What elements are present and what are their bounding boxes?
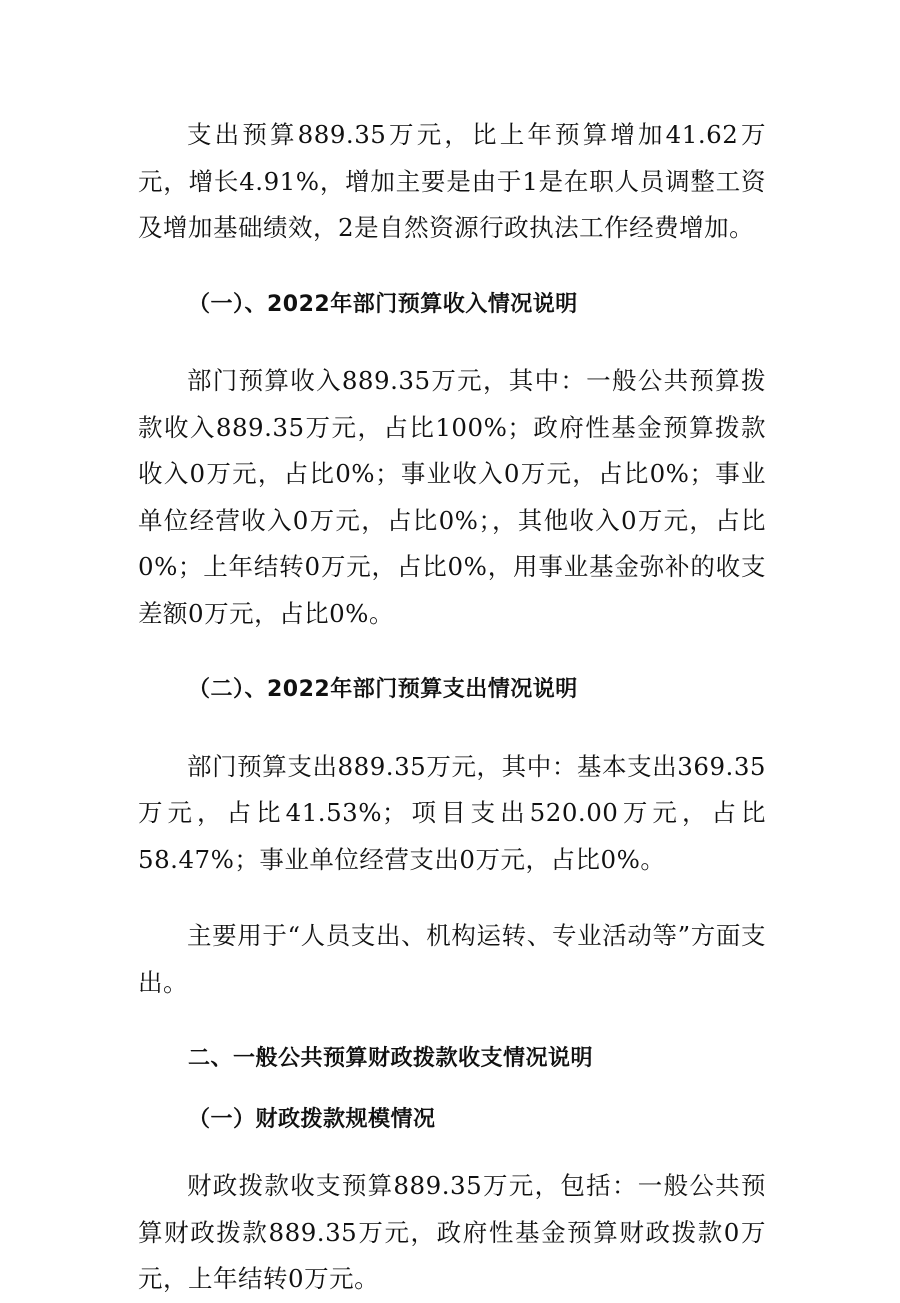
heading-expenditure-explanation: （二）、2022年部门预算支出情况说明: [188, 677, 578, 702]
spacer: [138, 714, 766, 744]
spacer: [138, 1143, 766, 1163]
paragraph-expenditure-detail: 部门预算支出889.35万元，其中：基本支出369.35万元，占比41.53%；项目支出520.00万元，占比58.47%；事业单位经营支出0万元，占比0%。: [138, 751, 766, 874]
document-page: [138, 112, 766, 1303]
spacer: [138, 328, 766, 358]
spacer: [138, 1006, 766, 1036]
paragraph-usage: 主要用于“人员支出、机构运转、专业活动等”方面支出。: [138, 921, 766, 997]
spacer: [138, 1083, 766, 1097]
heading-fiscal-scale: （一）财政拨款规模情况: [188, 1106, 436, 1132]
paragraph-expenditure-summary: 支出预算889.35万元，比上年预算增加41.62万元，增长4.91%，增加主要是由于1是在职人员调整工资及增加基础绩效，2是自然资源行政执法工作经费增加。: [138, 120, 766, 242]
spacer: [138, 252, 766, 282]
paragraph-fiscal-detail: 财政拨款收支预算889.35万元，包括：一般公共预算财政拨款889.35万元，政府性基金预算财政拨款0万元，上年结转0万元。: [138, 1171, 766, 1293]
heading-income-explanation: （一）、2022年部门预算收入情况说明: [188, 291, 578, 317]
spacer: [138, 637, 766, 667]
paragraph-income-detail: 部门预算收入889.35万元，其中：一般公共预算拨款收入889.35万元，占比100%；政府性基金预算拨款收入0万元，占比0%；事业收入0万元，占比0%；事业单位经营收入0万元，占比0%；，其他收入0万元，占比0%；上年结转0万元，占比0%，用事业基金弥补的收支差额0万元，占比0%。: [138, 366, 766, 628]
heading-general-budget: 二、一般公共预算财政拨款收支情况说明: [188, 1046, 594, 1071]
spacer: [138, 883, 766, 913]
